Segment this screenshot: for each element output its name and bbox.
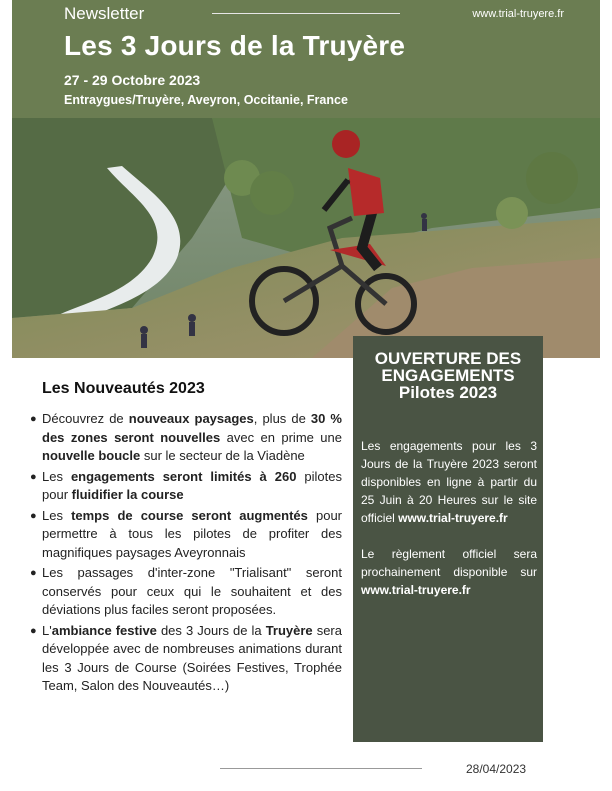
engagements-title: OUVERTURE DES ENGAGEMENTS Pilotes 2023 bbox=[374, 349, 522, 402]
list-item: ● Les passages d'inter-zone "Trialisant" seront conservés pour ceux qui le souhaitent et des déviations plus faciles seront proposées. bbox=[30, 565, 342, 617]
bullet-icon: ● bbox=[30, 413, 37, 425]
list-item: ● L'ambiance festive des 3 Jours de la Truyère sera développée avec de nombreuses animations durant les 3 Jours de Course (Soirées Festives, Trophée Team, Salon des Nouveautés…) bbox=[30, 622, 342, 693]
event-location: Entraygues/Truyère, Aveyron, Occitanie, France bbox=[64, 93, 348, 107]
rules-link[interactable]: www.trial-truyere.fr bbox=[361, 583, 471, 597]
list-item: ● Découvrez de nouveaux paysages, plus de 30 % des zones seront nouvelles avec en prime une nouvelle boucle sur le secteur de la Viadène bbox=[30, 411, 342, 463]
newsletter-label: Newsletter bbox=[64, 4, 145, 23]
publication-date: 28/04/2023 bbox=[466, 762, 527, 776]
bullet-icon: ● bbox=[30, 624, 37, 637]
website-link[interactable]: www.trial-truyere.fr bbox=[472, 8, 564, 20]
nouveautes-list bbox=[30, 410, 342, 696]
bullet-icon: ● bbox=[30, 567, 37, 579]
nouveautes-title: Les Nouveautés 2023 bbox=[42, 380, 205, 397]
footer-divider bbox=[220, 768, 422, 769]
engagements-text: Les engagements pour les 3 Jours de la Truyère 2023 seront disponibles en ligne à partir du 25 Juin à 20 Heures sur le site officiel www.trial-truyere.fr Le règlement officiel sera prochainement disponible sur www.trial-truyere.fr bbox=[361, 439, 537, 597]
engagements-sidebar bbox=[353, 336, 543, 742]
newsletter-header bbox=[12, 0, 600, 118]
trial-rider-illustration bbox=[12, 118, 600, 358]
list-item: ● Les temps de course seront augmentés pour permettre à tous les pilotes de profiter des magnifiques paysages Aveyronnais bbox=[30, 507, 343, 560]
registration-link[interactable]: www.trial-truyere.fr bbox=[398, 511, 508, 525]
event-title: Les 3 Jours de la Truyère bbox=[64, 30, 406, 61]
hero-photo bbox=[12, 118, 600, 358]
nouveautes-section bbox=[30, 380, 342, 698]
bullet-icon: ● bbox=[30, 509, 37, 522]
bullet-icon: ● bbox=[30, 470, 37, 483]
list-item: ● Les engagements seront limités à 260 pilotes pour fluidifier la course bbox=[30, 468, 342, 502]
event-dates: 27 - 29 Octobre 2023 bbox=[64, 72, 201, 88]
header-divider bbox=[212, 13, 400, 14]
